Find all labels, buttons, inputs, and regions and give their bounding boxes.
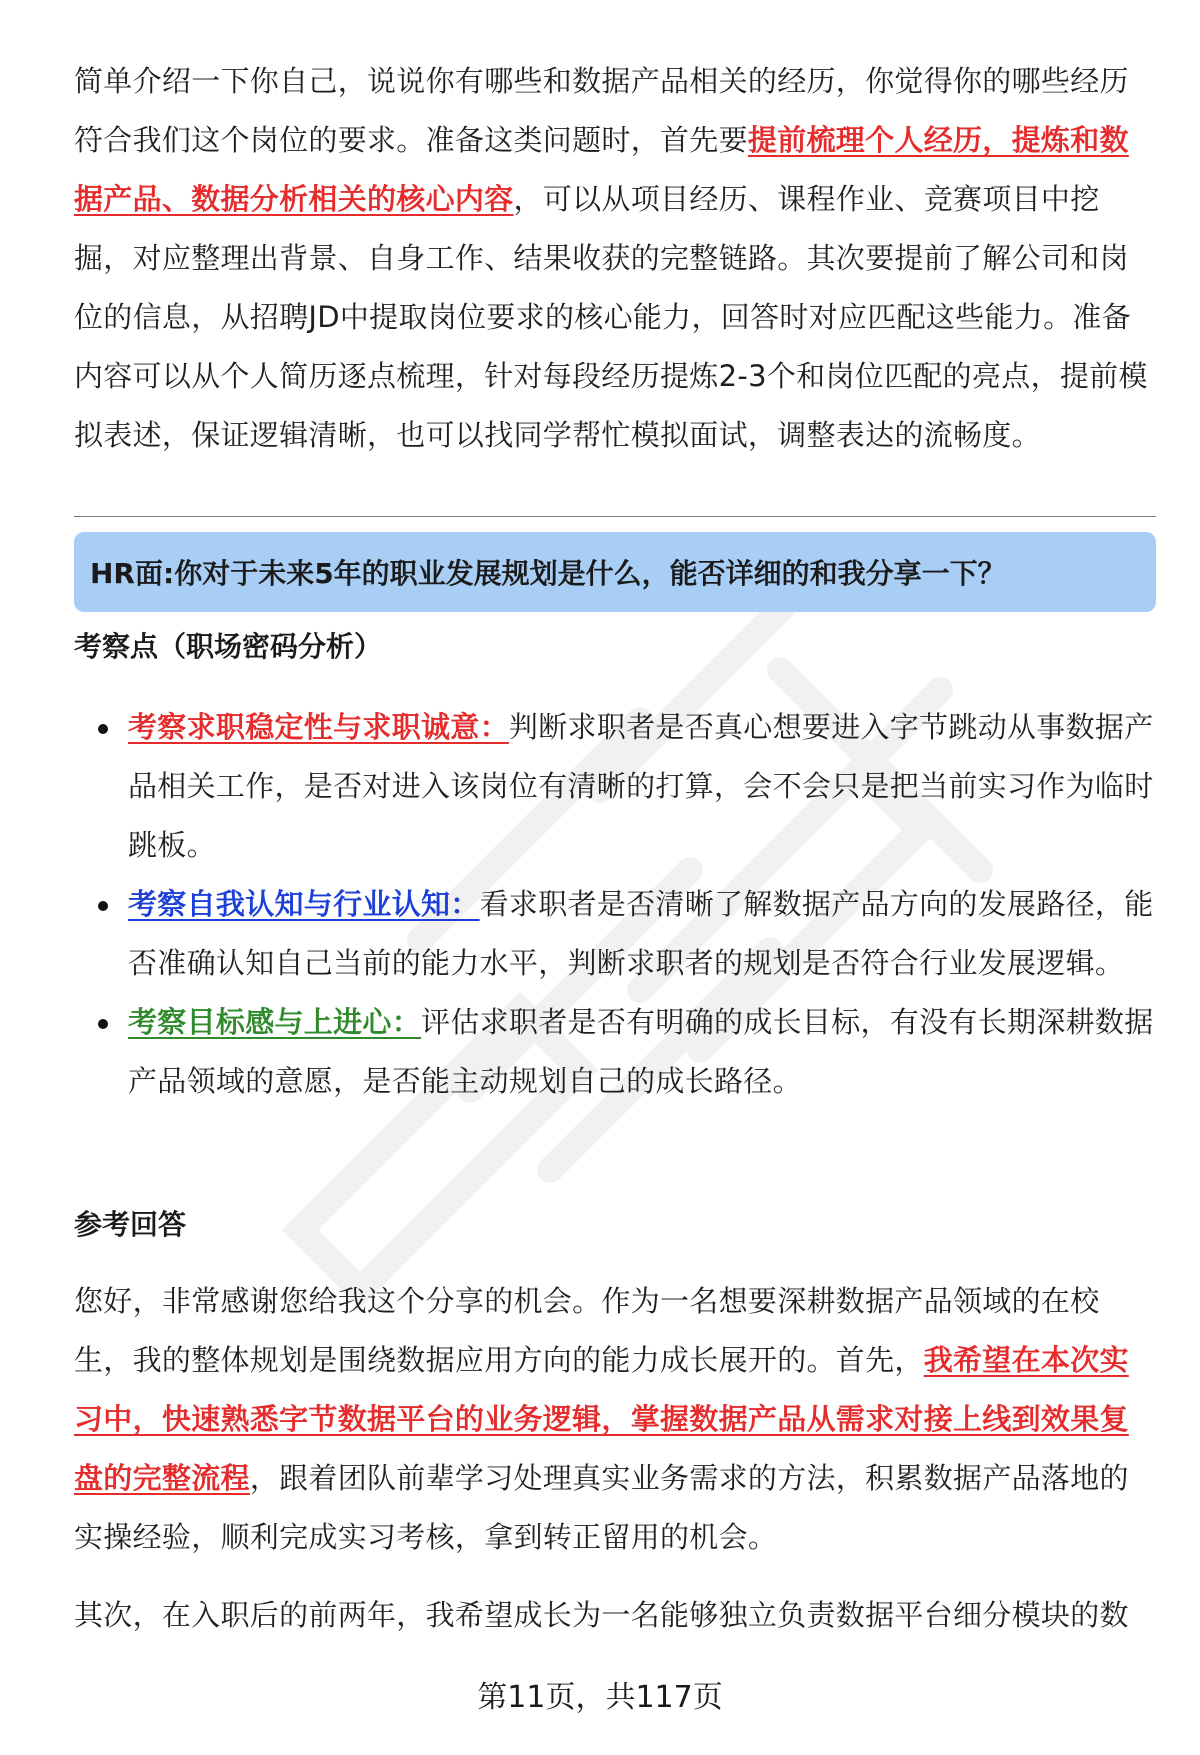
intro-section [74,52,1156,465]
answer-paragraph-2 [74,1586,1156,1645]
question-box [74,532,1156,612]
list-item [74,698,1156,875]
list-item [74,993,1156,1111]
question-text: HR面:你对于未来5年的职业发展规划是什么，能否详细的和我分享一下？ [90,557,1006,590]
analysis-list [74,698,1156,1111]
intro-paragraph [74,52,1156,465]
intro-highlight: 提前梳理个人经历，提炼和数据产品、数据分析相关的核心内容 [74,123,1129,216]
analysis-title: 考察点（职场密码分析） [74,630,383,663]
bullet-label: 考察求职稳定性与求职诚意： [128,710,509,744]
answer-highlight: 我希望在本次实习中，快速熟悉字节数据平台的业务逻辑，掌握数据产品从需求对接上线到效果复盘的完整流程 [74,1343,1129,1495]
bullet-label: 考察目标感与上进心： [128,1005,422,1039]
bullet-text: 看求职者是否清晰了解数据产品方向的发展路径，能否准确认知自己当前的能力水平，判断求职者的规划是否符合行业发展逻辑。 [128,887,1154,980]
bullet-label: 考察自我认知与行业认知： [128,887,480,921]
bullet-icon [98,901,108,911]
page-number: 第11页，共117页 [477,1680,723,1715]
answer-title: 参考回答 [74,1208,187,1241]
answer-paragraph-1 [74,1272,1156,1567]
bullet-icon [98,1019,108,1029]
bullet-icon [98,724,108,734]
answer-text-2: ，跟着团队前辈学习处理真实业务需求的方法，积累数据产品落地的实操经验，顺利完成实习考核，拿到转正留用的机会。 [74,1461,1129,1554]
intro-text-2: ，可以从项目经历、课程作业、竞赛项目中挖掘，对应整理出背景、自身工作、结果收获的完整链路。其次要提前了解公司和岗位的信息，从招聘JD中提取岗位要求的核心能力，回答时对应匹配这些能力。准备内容可以从个人简历逐点梳理，针对每段经历提炼2-3个和岗位匹配的亮点，提前模拟表述，保证逻辑清晰，也可以找同学帮忙模拟面试，调整表达的流畅度。 [74,182,1148,452]
section-divider [74,516,1156,517]
answer-text-3: 其次，在入职后的前两年，我希望成长为一名能够独立负责数据平台细分模块的数 [74,1598,1129,1632]
answer-text-1: 您好，非常感谢您给我这个分享的机会。作为一名想要深耕数据产品领域的在校生，我的整体规划是围绕数据应用方向的能力成长展开的。首先， [74,1284,1100,1377]
bullet-text: 评估求职者是否有明确的成长目标，有没有长期深耕数据产品领域的意愿，是否能主动规划自己的成长路径。 [128,1005,1154,1098]
intro-text-1: 简单介绍一下你自己，说说你有哪些和数据产品相关的经历，你觉得你的哪些经历符合我们这个岗位的要求。准备这类问题时，首先要 [74,64,1129,157]
list-item [74,875,1156,993]
bullet-text: 判断求职者是否真心想要进入字节跳动从事数据产品相关工作，是否对进入该岗位有清晰的打算，会不会只是把当前实习作为临时跳板。 [128,710,1154,862]
